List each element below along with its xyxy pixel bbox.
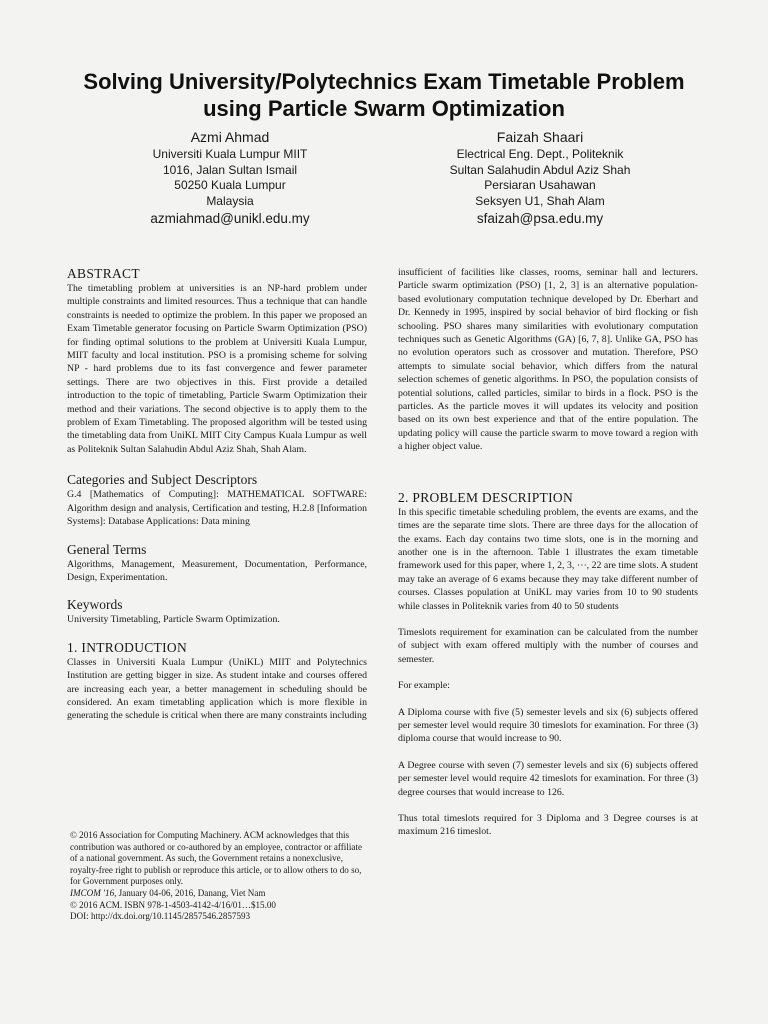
title-line-1: Solving University/Polytechnics Exam Timetable Problem <box>83 69 685 94</box>
author-block-1 <box>80 128 380 227</box>
right-column <box>398 266 698 839</box>
left-column <box>67 266 367 723</box>
abstract-text: The timetabling problem at universities is an NP-hard problem under multiple constraints and limited resources. Thus a technique that can handle constraints is needed to optimize the problem. In this paper we proposed an Exam Timetable generator focusing on Particle Swarm Optimization (PSO) for finding optimal solutions to the problem at Universiti Kuala Lumpur, MIIT faculty and local institution. PSO is a promising scheme for solving NP - hard problems due to its fast convergence and fewer parameter settings. There are two objectives in this. First provide a detailed introduction to the topic of timetabling, Particle Swarm Optimization their method and their variations. The second objective is to apply them to the problem of Exam Timetabling. The proposed algorithm will be tested using the timetabling data from UniKL MIIT City Campus Kuala Lumpur as well as Politeknik Sultan Salahudin Abdul Aziz Shah, Shah Alam. <box>67 283 367 455</box>
abstract-heading: ABSTRACT <box>67 266 140 281</box>
author-affiliation-line: Seksyen U1, Shah Alam <box>475 193 605 208</box>
introduction-heading: 1. INTRODUCTION <box>67 639 187 655</box>
problem-heading: 2. PROBLEM DESCRIPTION <box>398 489 573 505</box>
general-terms-text: Algorithms, Management, Measurement, Documentation, Performance, Design, Experimentation. <box>67 558 367 583</box>
categories-heading: Categories and Subject Descriptors <box>67 472 258 488</box>
keywords-text: University Timetabling, Particle Swarm Optimization. <box>67 614 280 626</box>
introduction-text: Classes in Universiti Kuala Lumpur (UniKL) MIIT and Polytechnics Institution are getting bigger in size. As student intake and courses offered are increasing each year, a better management in scheduling should be considered. An exam timetabling application which is more flexible in generating the schedule is critical when there are many constraints including <box>67 656 367 722</box>
author-email[interactable]: sfaizah@psa.edu.my <box>476 211 604 226</box>
author-affiliation-line: Persiaran Usahawan <box>484 178 596 192</box>
isbn-line: © 2016 ACM. ISBN 978-1-4503-4142-4/16/01…$15.00 <box>70 899 276 910</box>
author-block-2 <box>390 128 690 227</box>
author-affiliation-line: Malaysia <box>206 193 254 208</box>
paper-title <box>40 68 728 122</box>
conference-details: January 04-06, 2016, Danang, Viet Nam <box>116 887 266 898</box>
problem-paragraph: A Degree course with seven (7) semester levels and six (6) subjects offered per semester level would require 42 timeslots for examination. For three (3) degree courses that would increase to 126. <box>398 759 698 798</box>
problem-paragraph: A Diploma course with five (5) semester levels and six (6) subjects offered per semester level would require 30 timeslots for examination. For three (3) diploma course that would increase to 90. <box>398 706 698 745</box>
author-affiliation-line: Universiti Kuala Lumpur MIIT <box>152 147 308 161</box>
problem-paragraph: In this specific timetable scheduling problem, the events are exams, and the times are the separate time slots. There are three days for the allocation of the exams. Each day contains two time slots, one is in the morning and another one is in the afternoon. Table 1 illustrates the exam timetable framework used for this paper, where 1, 2, 3, ⋯, 22 are time slots. A student may take an average of 6 exams because they may take different number of courses. Classes population at UniKL may varies from 10 to 90 students while classes in Politeknik varies from 40 to 50 students <box>398 506 698 612</box>
author-affiliation-line: 1016, Jalan Sultan Ismail <box>162 162 298 177</box>
conference-line <box>70 888 370 900</box>
conference-name: IMCOM '16, <box>70 887 117 898</box>
author-email[interactable]: azmiahmad@unikl.edu.my <box>150 211 310 226</box>
problem-paragraph: Thus total timeslots required for 3 Diploma and 3 Degree courses is at maximum 216 timeslot. <box>398 813 698 838</box>
author-affiliation-line: 50250 Kuala Lumpur <box>174 178 286 192</box>
problem-paragraph: Timeslots requirement for examination can be calculated from the number of subject with exam offered multiply with the number of courses and semester. <box>398 626 698 665</box>
author-affiliation-line: Electrical Eng. Dept., Politeknik <box>456 147 624 161</box>
introduction-continued-text: insufficient of facilities like classes, rooms, seminar hall and lecturers. Particle swarm optimization (PSO) [1, 2, 3] is an alternative population-based evolutionary computation technique developed by Dr. Eberhart and Dr. Kennedy in 1995, inspired by social behavior of bird flocking or fish schooling. PSO shares many similarities with evolutionary computation techniques such as Genetic Algorithms (GA) [6, 7, 8]. Unlike GA, PSO has no evolution operators such as crossover and mutation. Therefore, PSO attempts to simulate social behavior, which differs from the natural selection schemes of genetic algorithms. In PSO, the population consists of potential solutions, called particles, similar to birds in a flock. PSO is the particles. As the particle moves it will updates its velocity and position based on its own best experience and that of the entire population. The updating policy will cause the particle swarm to move toward a region with a higher object value. <box>398 267 698 453</box>
author-affiliation-line: Sultan Salahudin Abdul Aziz Shah <box>449 162 631 177</box>
author-name: Faizah Shaari <box>496 129 584 145</box>
copyright-footer <box>70 830 370 923</box>
general-terms-heading: General Terms <box>67 541 147 557</box>
author-name: Azmi Ahmad <box>190 129 270 145</box>
keywords-heading: Keywords <box>67 597 123 613</box>
categories-text: G.4 [Mathematics of Computing]: MATHEMATICAL SOFTWARE: Algorithm design and analysis, Certification and testing, H.2.8 [Information Systems]: Database Applications: Data mining <box>67 489 367 528</box>
problem-paragraph: For example: <box>398 680 450 692</box>
doi-link[interactable]: DOI: http://dx.doi.org/10.1145/2857546.2857593 <box>70 911 251 922</box>
title-line-2: using Particle Swarm Optimization <box>203 96 565 121</box>
copyright-notice: © 2016 Association for Computing Machinery. ACM acknowledges that this contribution was authored or co-authored by an employee, contractor or affiliate of a national government. As such, the Government retains a nonexclusive, royalty-free right to publish or reproduce this article, or to allow others to do so, for Government purposes only. <box>70 830 362 887</box>
